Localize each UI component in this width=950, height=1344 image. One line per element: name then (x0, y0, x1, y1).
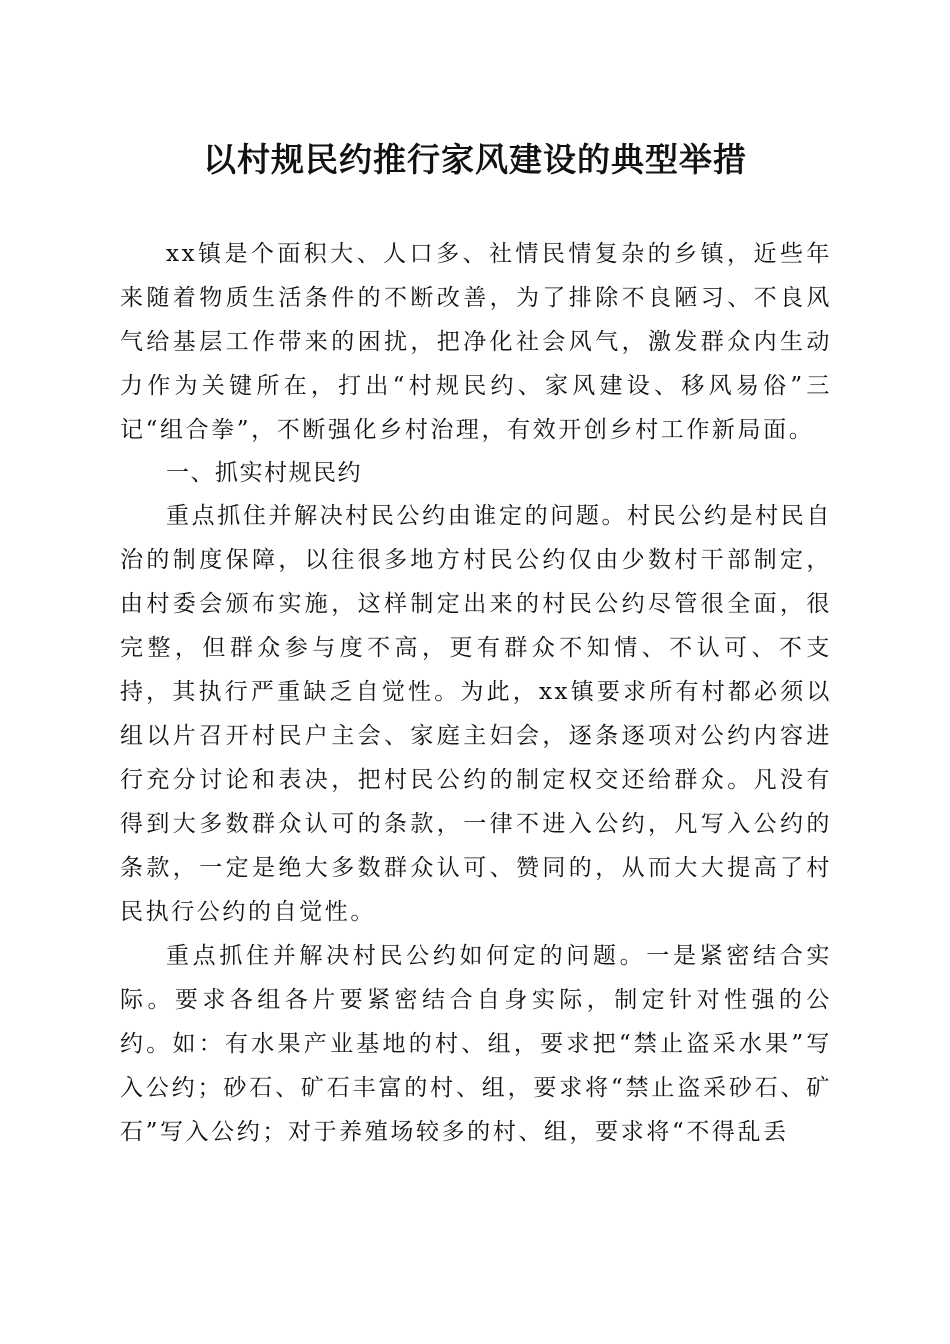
intro-paragraph: xx镇是个面积大、人口多、社情民情复杂的乡镇，近些年来随着物质生活条件的不断改善，为了排除不良陋习、不良风气给基层工作带来的困扰，把净化社会风气，激发群众内生动力作为关键所在，打出“村规民约、家风建设、移风易俗”三记“组合拳”，不断强化乡村治理，有效开创乡村工作新局面。 (120, 241, 832, 443)
section-paragraph-1: 重点抓住并解决村民公约由谁定的问题。村民公约是村民自治的制度保障，以往很多地方村民公约仅由少数村干部制定，由村委会颁布实施，这样制定出来的村民公约尽管很全面，很完整，但群众参与度不高，更有群众不知情、不认可、不支持，其执行严重缺乏自觉性。为此，xx镇要求所有村都必须以组以片召开村民户主会、家庭主妇会，逐条逐项对公约内容进行充分讨论和表决，把村民公约的制定权交还给群众。凡没有得到大多数群众认可的条款，一律不进入公约，凡写入公约的条款，一定是绝大多数群众认可、赞同的，从而大大提高了村民执行公约的自觉性。 (120, 503, 832, 925)
document-body (120, 232, 832, 1154)
document-title: 以村规民约推行家风建设的典型举措 (203, 140, 747, 179)
section-paragraph-2: 重点抓住并解决村民公约如何定的问题。一是紧密结合实际。要求各组各片要紧密结合自身实际，制定针对性强的公约。如：有水果产业基地的村、组，要求把“禁止盗采水果”写入公约；砂石、矿石丰富的村、组，要求将“禁止盗采砂石、矿石”写入公约；对于养殖场较多的村、组，要求将“不得乱丢 (120, 943, 832, 1145)
section-heading: 一、抓实村规民约 (166, 460, 362, 486)
